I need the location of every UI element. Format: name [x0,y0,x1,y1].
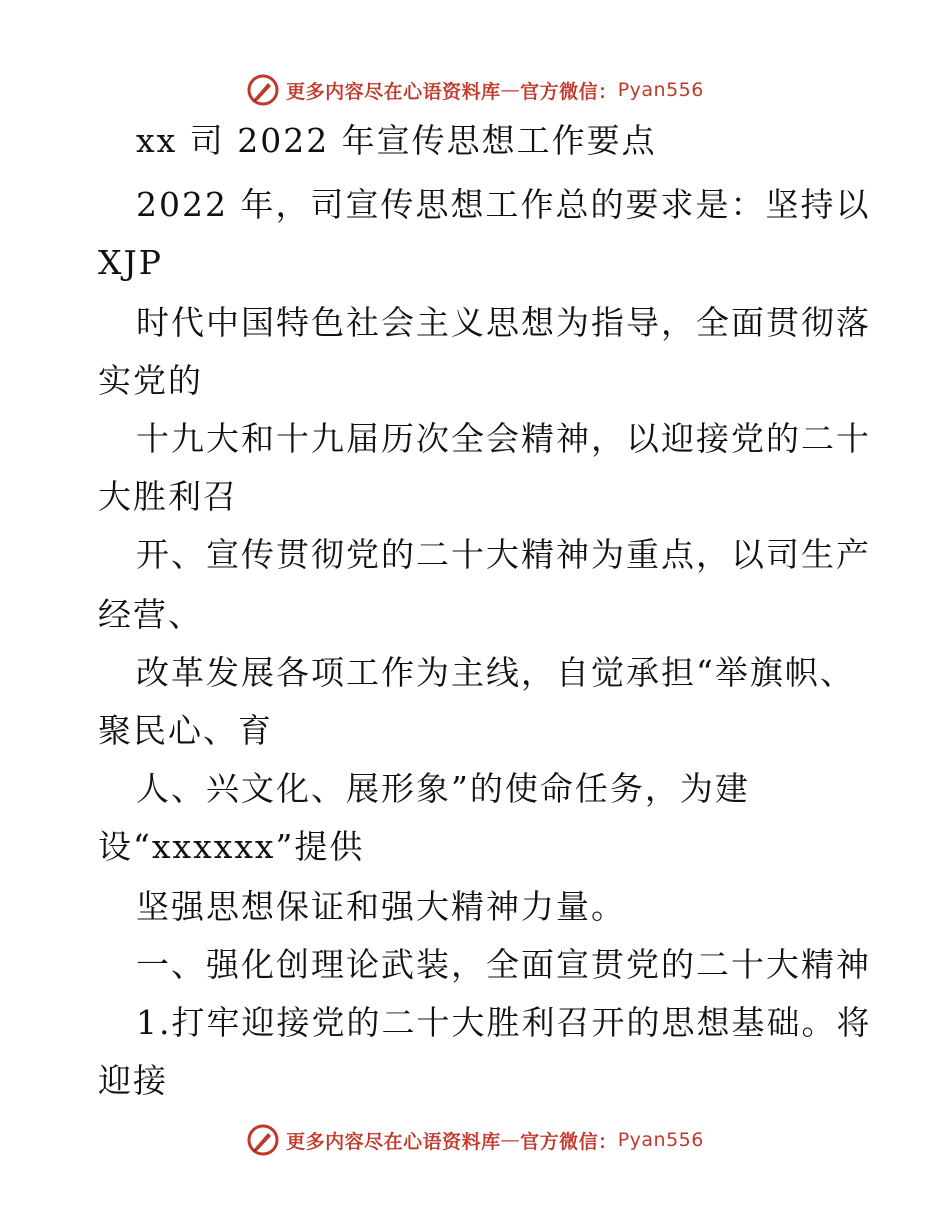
paragraph-line: 开、宣传贯彻党的二十大精神为重点，以司生产 [136,535,871,574]
paragraph-line: 时代中国特色社会主义思想为指导，全面贯彻落 [136,303,871,342]
watermark-main-text: 更多内容尽在心语资料库 [286,1130,501,1153]
watermark-banner-bottom [0,1120,950,1160]
pen-logo-icon [246,1123,280,1157]
watermark-wechat-label: 官方微信： [520,1130,618,1153]
paragraph-line: 人、兴文化、展形象”的使命任务，为建 [136,769,750,808]
paragraph-line: 大胜利召 [98,477,238,516]
paragraph-line: 十九大和十九届历次全会精神，以迎接党的二十 [136,419,871,458]
watermark-wechat-label: 官方微信： [520,80,618,103]
document-title: xx 司 2022 年宣传思想工作要点 [136,121,657,160]
pen-logo-icon [246,73,280,107]
paragraph-line: 坚强思想保证和强大精神力量。 [136,887,626,926]
paragraph-line: 1.打牢迎接党的二十大胜利召开的思想基础。将 [136,1003,872,1042]
watermark-wechat-id: Pyan556 [617,1129,704,1151]
paragraph-line: 改革发展各项工作为主线，自觉承担“举旗帜、 [136,653,855,692]
watermark-banner-top [0,70,950,110]
paragraph-line: 设“xxxxxx”提供 [98,827,365,866]
paragraph-line: XJP [98,243,163,282]
section-heading: 一、强化创理论武装，全面宣贯党的二十大精神 [136,945,871,984]
paragraph-line: 迎接 [98,1061,168,1100]
watermark-main-text: 更多内容尽在心语资料库 [286,80,501,103]
paragraph-line: 实党的 [98,361,203,400]
paragraph-line: 经营、 [98,595,203,634]
paragraph-line: 2022 年，司宣传思想工作总的要求是：坚持以 [136,185,871,224]
watermark-dash: — [500,79,521,101]
paragraph-line: 聚民心、育 [98,711,273,750]
watermark-dash: — [500,1129,521,1151]
watermark-wechat-id: Pyan556 [617,79,704,101]
